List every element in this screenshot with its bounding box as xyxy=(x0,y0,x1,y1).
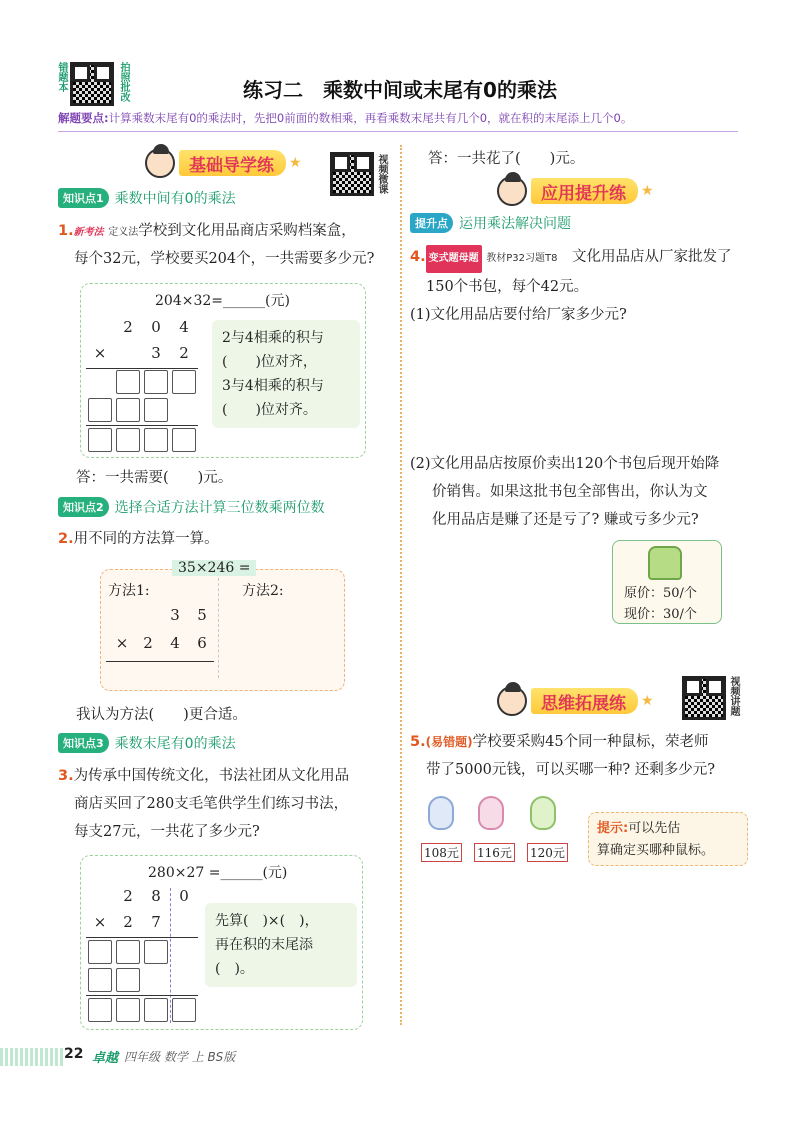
multiply-sign: × xyxy=(93,913,107,931)
tip-box xyxy=(588,812,748,866)
question-text: 每个32元，学校要买204个，一共需要多少元? xyxy=(74,251,375,267)
equation: 280×27 =______(元) xyxy=(148,865,288,881)
star-icon: ★ xyxy=(641,183,654,199)
mistake-book-label: 错题本 xyxy=(56,62,67,92)
price-label: 120元 xyxy=(527,843,568,862)
calc-line xyxy=(86,937,198,938)
hint-box xyxy=(205,903,357,987)
hint-line: 3与4相乘的积与 xyxy=(222,378,324,394)
digit: 7 xyxy=(151,913,161,931)
footer-band xyxy=(0,1048,65,1066)
tip-label: 提示: xyxy=(597,821,629,836)
current-price: 现价：30/个 xyxy=(624,607,697,622)
answer-cell[interactable] xyxy=(144,370,168,394)
equation: 204×32=______(元) xyxy=(155,293,290,309)
tip-text: 可以先估 xyxy=(628,821,681,836)
calc-line xyxy=(86,368,198,369)
banner-label: 应用提升练 xyxy=(531,178,638,204)
question-text: 为传承中国传统文化，书法社团从文化用品 xyxy=(73,768,350,784)
answer-cell[interactable] xyxy=(88,968,112,992)
original-price: 原价：50/个 xyxy=(624,586,697,601)
digit: 0 xyxy=(179,887,189,905)
answer-cell[interactable] xyxy=(88,398,112,422)
tip-label: 解题要点: xyxy=(58,111,109,125)
answer-cell[interactable] xyxy=(88,998,112,1022)
answer-cell[interactable] xyxy=(116,428,140,452)
grade-label: 四年级 数学 上 BS版 xyxy=(124,1050,236,1064)
knowledge-point-2 xyxy=(58,496,325,518)
question-3 xyxy=(58,762,393,846)
knowledge-point-1 xyxy=(58,187,236,209)
kp-tag: 知识点1 xyxy=(58,188,109,208)
hint-line: 2与4相乘的积与 xyxy=(222,330,324,346)
photo-grade-label: 拍照批改 xyxy=(118,62,129,102)
question-text: 150个书包，每个42元。 xyxy=(426,279,589,295)
column-divider xyxy=(400,145,402,1025)
answer-line: 答：一共需要( )元。 xyxy=(76,470,233,486)
answer-cell[interactable] xyxy=(172,370,196,394)
banner-label: 基础导学练 xyxy=(179,150,286,176)
sub-question-1: (1)文化用品店要付给厂家多少元? xyxy=(410,307,627,323)
new-method-badge: 新考法 xyxy=(73,227,104,238)
banner-label: 思维拓展练 xyxy=(531,688,638,714)
star-icon: ★ xyxy=(641,693,654,709)
answer-cell[interactable] xyxy=(116,998,140,1022)
kp-tag: 知识点3 xyxy=(58,733,109,753)
question-5 xyxy=(410,728,755,784)
answer-cell[interactable] xyxy=(172,428,196,452)
answer-cell[interactable] xyxy=(116,398,140,422)
sub-question-2: 价销售。如果这批书包全部售出，你认为文 xyxy=(432,484,708,500)
mouse-blue-icon xyxy=(428,796,454,830)
calc-line xyxy=(86,425,198,426)
question-4 xyxy=(410,243,755,329)
calc-line xyxy=(86,995,198,996)
question-number: 1. xyxy=(58,223,74,239)
price-label: 108元 xyxy=(421,843,462,862)
definition-badge: 定义法 xyxy=(108,227,139,238)
improve-point xyxy=(410,212,571,234)
section-banner-apply xyxy=(497,176,654,206)
answer-cell[interactable] xyxy=(88,428,112,452)
qr-code-icon[interactable] xyxy=(682,676,726,720)
answer-cell[interactable] xyxy=(88,940,112,964)
kp-tag: 提升点 xyxy=(410,213,453,233)
sub-question-2: 化用品店是赚了还是亏了? 赚或亏多少元? xyxy=(432,512,699,528)
question-text: 每支27元，一共花了多少元? xyxy=(74,824,260,840)
brand-logo: 卓越 xyxy=(92,1051,119,1066)
video-lesson-label: 视频微课 xyxy=(376,154,387,194)
tip-text: 计算乘数末尾有0的乘法时，先把0前面的数相乘，再看乘数末尾共有几个0，就在积的末尾添上几个0。 xyxy=(108,111,633,125)
answer-cell[interactable] xyxy=(116,940,140,964)
variant-badge: 变式题母题 xyxy=(426,245,482,273)
page-footer xyxy=(0,1046,800,1068)
multiply-sign: × xyxy=(93,344,107,362)
digit: 2 xyxy=(179,344,189,362)
calc-line xyxy=(106,661,214,662)
digit: 5 xyxy=(197,606,207,624)
digit: 2 xyxy=(123,318,133,336)
method-divider xyxy=(218,578,219,678)
child-face-icon xyxy=(497,176,527,206)
answer-cell[interactable] xyxy=(172,998,196,1022)
question-1 xyxy=(58,218,393,272)
answer-cell[interactable] xyxy=(144,398,168,422)
question-text: 学校要采购45个同一种鼠标，荣老师 xyxy=(472,734,709,750)
tip-text: 算确定买哪种鼠标。 xyxy=(597,843,715,858)
tip-bar xyxy=(58,110,738,132)
digit: 3 xyxy=(170,606,180,624)
textbook-ref: 教材P32习题T8 xyxy=(486,253,558,264)
kp-tag: 知识点2 xyxy=(58,497,109,517)
question-number: 5. xyxy=(410,734,426,750)
question-number: 3. xyxy=(58,768,74,784)
question-number: 4. xyxy=(410,249,426,265)
qr-code-icon[interactable] xyxy=(330,152,374,196)
digit: 4 xyxy=(179,318,189,336)
digit: 8 xyxy=(151,887,161,905)
answer-cell[interactable] xyxy=(116,968,140,992)
digit: 4 xyxy=(170,634,180,652)
question-number: 2. xyxy=(58,531,74,547)
price-label: 116元 xyxy=(474,843,515,862)
child-face-icon xyxy=(145,148,175,178)
hint-box xyxy=(212,320,360,428)
digit: 2 xyxy=(123,913,133,931)
answer-line: 我认为方法( )更合适。 xyxy=(76,707,247,723)
mouse-green-icon xyxy=(530,796,556,830)
hint-line: 先算( )×( )， xyxy=(215,913,319,929)
page-title: 练习二 乘数中间或末尾有0的乘法 xyxy=(243,78,557,102)
method-1-label: 方法1: xyxy=(108,583,150,599)
question-text: 学校到文化用品商店采购档案盒， xyxy=(138,223,356,239)
digit: 3 xyxy=(151,344,161,362)
answer-cell[interactable] xyxy=(144,940,168,964)
backpack-icon xyxy=(648,546,682,580)
knowledge-point-3 xyxy=(58,732,236,754)
digit: 6 xyxy=(197,634,207,652)
error-prone-badge: (易错题) xyxy=(425,735,473,749)
answer-cell[interactable] xyxy=(144,428,168,452)
multiply-sign: × xyxy=(115,634,129,652)
child-face-icon xyxy=(497,686,527,716)
question-4-part-2 xyxy=(410,450,755,534)
section-banner-basic xyxy=(145,148,302,178)
kp-text: 选择合适方法计算三位数乘两位数 xyxy=(114,500,325,516)
answer-cell[interactable] xyxy=(116,370,140,394)
question-text: 文化用品店从厂家批发了 xyxy=(571,249,732,265)
kp-text: 乘数末尾有0的乘法 xyxy=(114,736,236,752)
question-2 xyxy=(58,526,219,552)
question-text: 用不同的方法算一算。 xyxy=(73,531,219,547)
video-explain-label: 视频讲题 xyxy=(728,676,739,716)
answer-line: 答：一共花了( )元。 xyxy=(428,151,585,167)
kp-text: 运用乘法解决问题 xyxy=(459,216,571,232)
hint-line: ( )位对齐。 xyxy=(222,402,317,418)
question-text: 带了5000元钱，可以买哪一种? 还剩多少元? xyxy=(426,762,716,778)
mouse-pink-icon xyxy=(478,796,504,830)
digit: 0 xyxy=(151,318,161,336)
digit: 2 xyxy=(143,634,153,652)
kp-text: 乘数中间有0的乘法 xyxy=(114,191,236,207)
question-text: 商店买回了280支毛笔供学生们练习书法， xyxy=(74,796,349,812)
method-2-label: 方法2: xyxy=(242,583,284,599)
digit: 2 xyxy=(123,887,133,905)
star-icon: ★ xyxy=(289,155,302,171)
hint-line: ( )位对齐， xyxy=(222,354,317,370)
section-banner-thinking xyxy=(497,686,654,716)
equation: 35×246 = xyxy=(172,560,256,576)
hint-line: 再在积的末尾添( )。 xyxy=(215,937,313,977)
sub-question-2: (2)文化用品店按原价卖出120个书包后现开始降 xyxy=(410,456,720,472)
answer-cell[interactable] xyxy=(144,998,168,1022)
page-number: 22 xyxy=(64,1046,84,1062)
zero-guide-line xyxy=(170,888,171,1023)
